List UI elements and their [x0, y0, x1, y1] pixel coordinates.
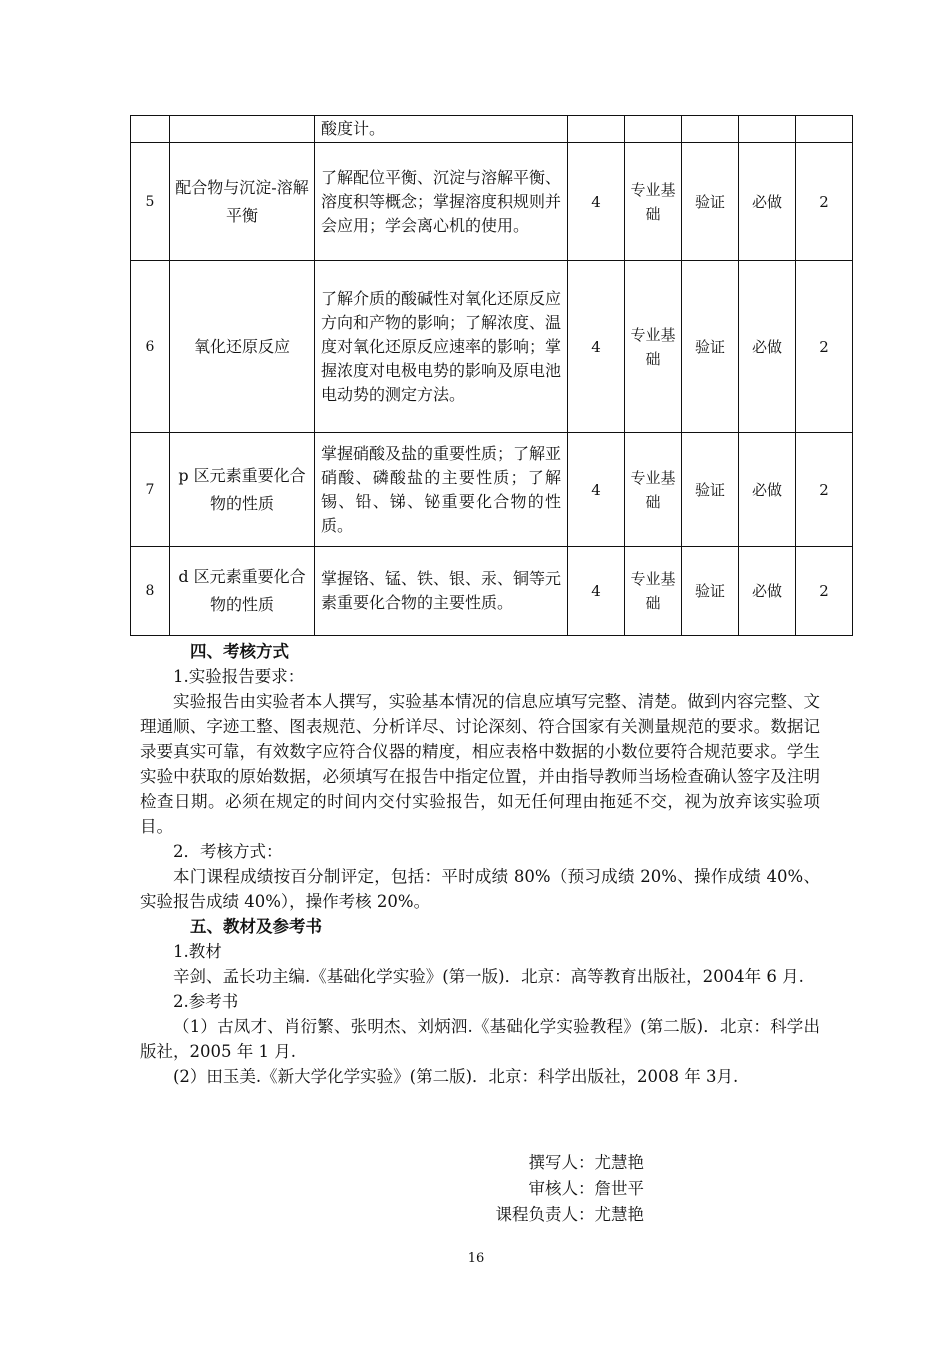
writer-signature: 撰写人：尤慧艳 [528, 1153, 644, 1172]
exp-number: 5 [131, 143, 170, 261]
table-row [131, 547, 853, 636]
table-row [131, 143, 853, 261]
exp-number: 7 [131, 433, 170, 547]
exp-hours: 4 [568, 547, 625, 636]
table-row [131, 261, 853, 433]
table-row [131, 116, 853, 143]
assessment-method-paragraph: 本门课程成绩按百分制评定，包括：平时成绩 80%（预习成绩 20%、操作成绩 40%、实验报告成绩 40%），操作考核 20%。 [140, 867, 820, 911]
exp-nature: 验证 [682, 143, 739, 261]
exp-nature: 验证 [682, 261, 739, 433]
exp-description: 了解介质的酸碱性对氧化还原反应方向和产物的影响；了解浓度、温度对氧化还原反应速率的影响；掌握浓度对电极电势的影响及原电池电动势的测定方法。 [315, 261, 568, 433]
exp-group [796, 116, 853, 143]
subheading-references: 2.参考书 [173, 992, 239, 1011]
exp-group: 2 [796, 547, 853, 636]
exp-type: 专业基础 [625, 547, 682, 636]
exp-requirement: 必做 [739, 433, 796, 547]
section-heading-assessment: 四、考核方式 [190, 642, 289, 661]
exp-description: 掌握硝酸及盐的重要性质；了解亚硝酸、磷酸盐的主要性质；了解锡、铅、锑、铋重要化合物的性质。 [315, 433, 568, 547]
exp-number [131, 116, 170, 143]
exp-name: d 区元素重要化合物的性质 [170, 547, 315, 636]
exp-type: 专业基础 [625, 433, 682, 547]
body-text [140, 639, 820, 1089]
reference-entry: (2）田玉美.《新大学化学实验》(第二版)．北京：科学出版社，2008 年 3月. [173, 1067, 739, 1086]
exp-hours: 4 [568, 433, 625, 547]
subheading-assessment-method: 2．考核方式： [173, 842, 283, 861]
exp-requirement [739, 116, 796, 143]
exp-nature: 验证 [682, 433, 739, 547]
exp-nature: 验证 [682, 547, 739, 636]
textbook-entry: 辛剑、孟长功主编.《基础化学实验》(第一版)．北京：高等教育出版社，2004年 6 月. [173, 967, 804, 986]
signature-block [460, 1150, 644, 1228]
reference-entry: （1）古凤才、肖衍繁、张明杰、刘炳泗.《基础化学实验教程》(第二版)．北京：科学出版社，2005 年 1 月. [140, 1017, 820, 1061]
reviewer-signature: 审核人：詹世平 [528, 1179, 644, 1198]
exp-hours [568, 116, 625, 143]
subheading-textbook: 1.教材 [173, 942, 222, 961]
exp-type: 专业基础 [625, 261, 682, 433]
exp-group: 2 [796, 433, 853, 547]
exp-description: 掌握铬、锰、铁、银、汞、铜等元素重要化合物的主要性质。 [315, 547, 568, 636]
table-row [131, 433, 853, 547]
exp-description: 酸度计。 [315, 116, 568, 143]
exp-requirement: 必做 [739, 143, 796, 261]
exp-name [170, 116, 315, 143]
experiment-table [130, 115, 853, 636]
exp-number: 8 [131, 547, 170, 636]
owner-signature: 课程负责人：尤慧艳 [495, 1205, 644, 1224]
exp-name: 配合物与沉淀-溶解平衡 [170, 143, 315, 261]
exp-type: 专业基础 [625, 143, 682, 261]
exp-group: 2 [796, 261, 853, 433]
section-heading-textbooks: 五、教材及参考书 [190, 917, 322, 936]
page-number: 16 [467, 1251, 485, 1266]
exp-name: 氧化还原反应 [170, 261, 315, 433]
exp-number: 6 [131, 261, 170, 433]
report-requirements-paragraph: 实验报告由实验者本人撰写，实验基本情况的信息应填写完整、清楚。做到内容完整、文理通顺、字迹工整、图表规范、分析详尽、讨论深刻、符合国家有关测量规范的要求。数据记录要真实可靠，有效数字应符合仪器的精度，相应表格中数据的小数位要符合规范要求。学生实验中获取的原始数据，必须填写在报告中指定位置，并由指导教师当场检查确认签字及注明检查日期。必须在规定的时间内交付实验报告，如无任何理由拖延不交，视为放弃该实验项目。 [140, 692, 820, 836]
exp-hours: 4 [568, 261, 625, 433]
exp-description: 了解配位平衡、沉淀与溶解平衡、溶度积等概念；掌握溶度积规则并会应用；学会离心机的使用。 [315, 143, 568, 261]
exp-name: p 区元素重要化合物的性质 [170, 433, 315, 547]
exp-nature [682, 116, 739, 143]
exp-requirement: 必做 [739, 547, 796, 636]
exp-requirement: 必做 [739, 261, 796, 433]
exp-group: 2 [796, 143, 853, 261]
exp-hours: 4 [568, 143, 625, 261]
exp-type [625, 116, 682, 143]
subheading-report-requirements: 1.实验报告要求： [173, 667, 305, 686]
